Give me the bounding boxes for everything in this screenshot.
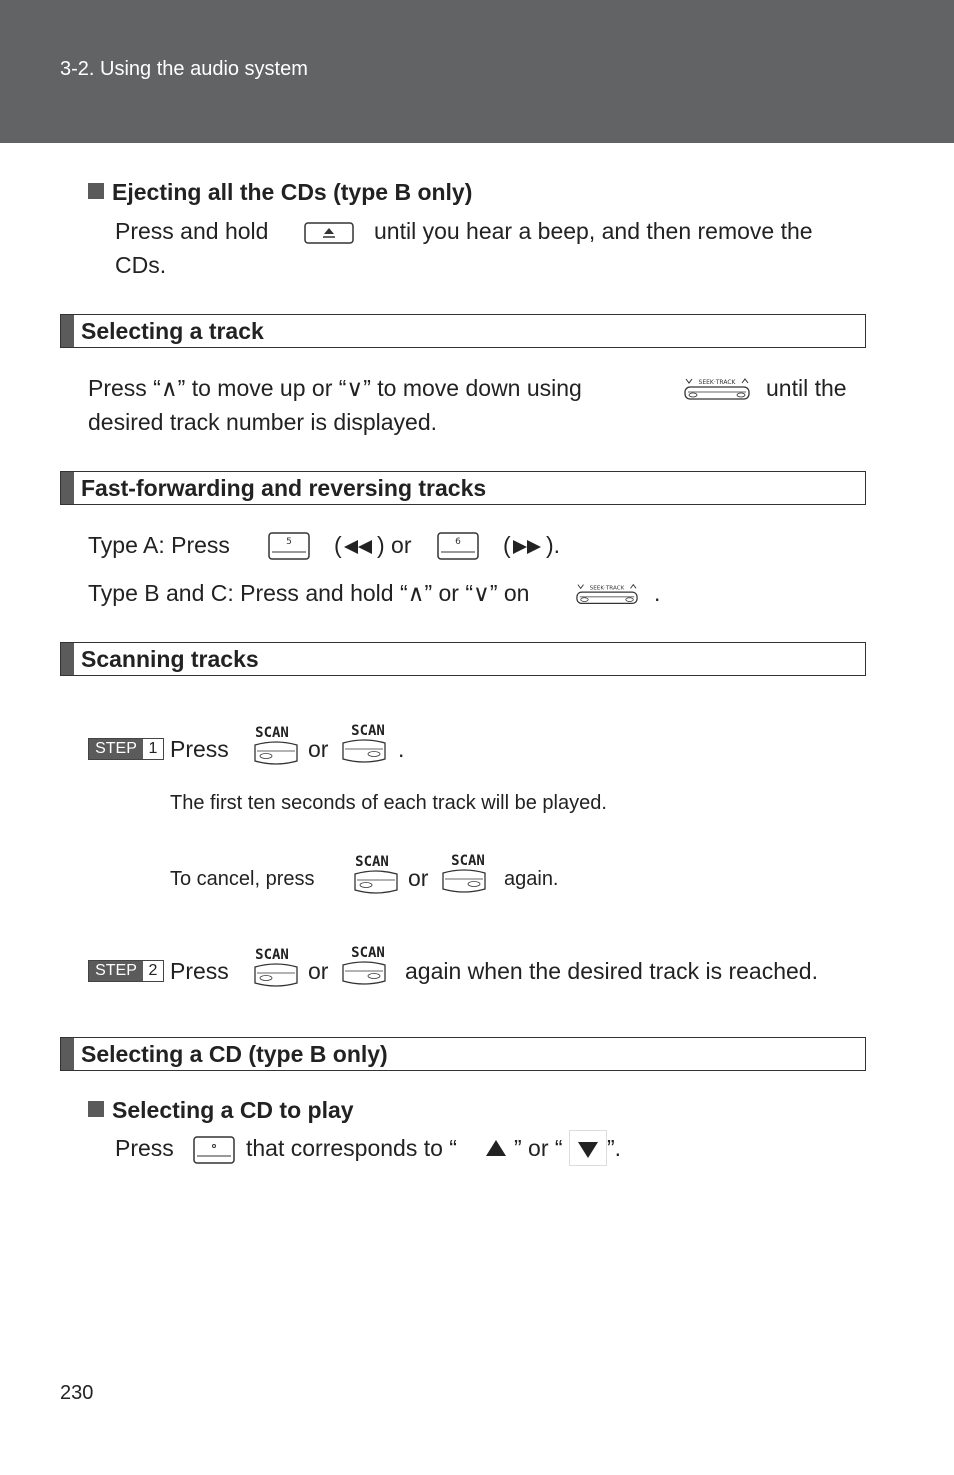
seek-track-label: SEEK·TRACK [698, 379, 736, 386]
square-bullet-icon [88, 1101, 104, 1117]
step-1-period: . [398, 736, 405, 762]
type-a-label: Type A: Press [88, 532, 230, 558]
page-number: 230 [60, 1382, 94, 1404]
triangle-down-icon [578, 1142, 598, 1158]
scan-button-icon [440, 853, 488, 895]
square-bullet-icon [88, 183, 104, 199]
section-selecting-cd [60, 1037, 866, 1071]
scan-button-icon [252, 947, 300, 989]
preset-6-label: 6 [455, 537, 461, 547]
seek-track-button-icon [576, 582, 638, 606]
scan-label: SCAN [355, 854, 389, 870]
rev-paren-open: ( [334, 532, 342, 558]
scan-button-icon [340, 723, 388, 765]
section-title: Scanning tracks [81, 646, 259, 672]
scan-label: SCAN [351, 723, 385, 739]
eject-text-2: CDs. [115, 252, 167, 278]
eject-text-1a: Press and hold [115, 218, 269, 244]
step-2-press: Press [170, 958, 229, 984]
section-accent [61, 315, 74, 347]
scan-button-icon [352, 854, 400, 896]
type-bc-period: . [654, 580, 661, 606]
cancel-text-b: again. [504, 868, 559, 890]
fast-forward-icon [513, 540, 543, 554]
section-title: Selecting a track [81, 318, 264, 344]
seek-track-label: SEEK·TRACK [589, 585, 625, 592]
scan-button-icon [252, 725, 300, 767]
track-text-2: desired track number is displayed. [88, 409, 437, 435]
step-label: STEP [89, 739, 143, 759]
scan-label: SCAN [351, 945, 385, 961]
scan-label: SCAN [255, 947, 289, 963]
cd-select-button-icon [193, 1136, 235, 1164]
section-accent [61, 472, 74, 504]
scan-button-icon [340, 945, 388, 987]
scan-label: SCAN [255, 725, 289, 741]
preset-6-button-icon [437, 532, 479, 560]
preset-5-label: 5 [286, 537, 292, 547]
section-selecting-track [60, 314, 866, 348]
step-1-badge [88, 738, 164, 760]
rev-paren-close: ) or [377, 532, 412, 558]
eject-heading: Ejecting all the CDs (type B only) [88, 179, 472, 205]
step-number: 2 [148, 962, 158, 979]
track-text-1b: until the [766, 375, 847, 401]
step-label: STEP [89, 961, 143, 981]
section-fast-forward [60, 471, 866, 505]
section-accent [61, 1038, 74, 1070]
reverse-icon [344, 540, 374, 554]
step-1-press: Press [170, 736, 229, 762]
cd-end: ”. [607, 1135, 622, 1161]
section-accent [61, 643, 74, 675]
cd-press: Press [115, 1135, 174, 1161]
step-2-badge [88, 960, 164, 982]
down-arrow-box [569, 1130, 607, 1166]
scan-note: The first ten seconds of each track will be played. [170, 792, 607, 814]
triangle-up-icon [486, 1140, 506, 1156]
step-2-tail: again when the desired track is reached. [405, 958, 818, 984]
fwd-paren-close: ). [546, 532, 561, 558]
cancel-text-a: To cancel, press [170, 868, 315, 890]
eject-button-icon [304, 222, 354, 244]
step-number: 1 [148, 740, 158, 757]
step-2-or: or [308, 958, 329, 984]
preset-5-button-icon [268, 532, 310, 560]
cd-or: ” or “ [514, 1135, 563, 1161]
eject-text-1b: until you hear a beep, and then remove the [374, 218, 813, 244]
section-scanning [60, 642, 866, 676]
section-title: Fast-forwarding and reversing tracks [81, 475, 487, 501]
scan-label: SCAN [451, 853, 485, 869]
section-title: Selecting a CD (type B only) [81, 1041, 388, 1067]
seek-track-button-icon [684, 377, 750, 401]
track-text-1a: Press “∧” to move up or “∨” to move down using [88, 375, 582, 401]
cd-mid: that corresponds to “ [246, 1135, 457, 1161]
type-bc-label: Type B and C: Press and hold “∧” or “∨” on [88, 580, 530, 606]
breadcrumb: 3-2. Using the audio system [60, 58, 308, 80]
step-1-or: or [308, 736, 329, 762]
cd-heading: Selecting a CD to play [88, 1097, 354, 1123]
fwd-paren-open: ( [503, 532, 511, 558]
cancel-or: or [408, 865, 429, 891]
